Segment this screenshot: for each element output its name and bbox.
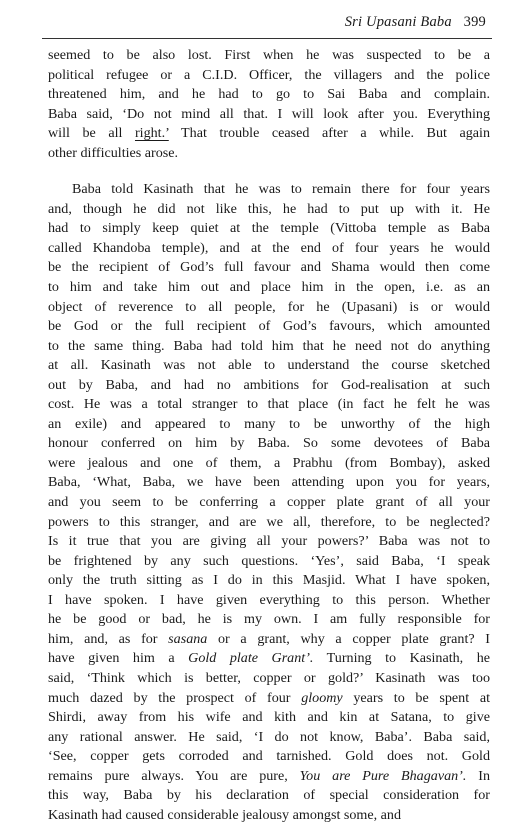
text-line [48, 356, 490, 376]
text-line [48, 66, 490, 86]
paragraph [48, 46, 490, 163]
text-run: to him and take him out and place him in the open, i.e. as an [48, 279, 490, 296]
text-run: threatened him, and he had to go to Sai Baba and complain. [48, 86, 490, 103]
header-rule [42, 38, 492, 39]
text-line [48, 258, 490, 278]
text-run: called Khandoba temple), and at the end of four years he would [48, 239, 490, 256]
text-line [48, 219, 490, 239]
text-line [48, 552, 490, 572]
text-run: honour conferred on him by Baba. So some devotees of Baba [48, 435, 490, 452]
text-line [48, 786, 490, 806]
italic-run: Gold plate Grant’. [188, 650, 314, 667]
text-run: an exile) and appeared to many to be unworthy of the high [48, 415, 490, 432]
text-run: Baba, ‘What, Baba, we have been attending upon you for years, [48, 474, 490, 491]
text-line [48, 278, 490, 298]
text-line [48, 532, 490, 552]
body-text [48, 46, 490, 825]
text-run: I have spoken. I have given everything to this person. Whether [48, 591, 490, 608]
text-run: to the same thing. Baba had told him that he need not do anything [48, 337, 490, 354]
text-run: at all. Kasinath was not able to understand the course sketched [48, 357, 490, 374]
text-line [48, 105, 490, 125]
text-line [48, 395, 490, 415]
text-line [48, 298, 490, 318]
text-line [48, 806, 490, 825]
text-line [48, 124, 490, 144]
text-run: be the recipient of God’s full favour and Shama would then come [48, 259, 490, 276]
text-run: said, ‘Think which is better, copper or gold?’ Kasinath was too [48, 669, 490, 686]
text-run: powers to this stranger, and are we all, therefore, to be neglected? [48, 513, 490, 530]
paragraph [48, 180, 490, 825]
text-line [48, 239, 490, 259]
text-line [48, 85, 490, 105]
text-run: political refugee or a C.I.D. Officer, the villagers and the police [48, 66, 490, 83]
italic-run: gloomy [301, 689, 343, 706]
text-run: other difficulties arose. [48, 144, 179, 161]
text-run: be frightened by any such questions. ‘Yes’, said Baba, ‘I speak [48, 552, 490, 569]
text-run: ‘See, copper gets corroded and tarnished. Gold does not. Gold [48, 748, 490, 765]
italic-run: sasana [168, 630, 208, 647]
text-line [48, 669, 490, 689]
underlined-run: right.’ [134, 125, 169, 142]
text-line [48, 513, 490, 533]
text-run: any rational answer. He said, ‘I do not know, Baba’. Baba said, [48, 728, 490, 745]
text-run: Kasinath had caused considerable jealousy amongst some, and [48, 806, 402, 823]
text-run: object of reverence to all people, for he (Upasani) is or would [48, 298, 490, 315]
text-line [48, 180, 490, 200]
text-line [48, 767, 490, 787]
text-line [48, 630, 490, 650]
text-line [48, 571, 490, 591]
text-line [48, 728, 490, 748]
text-run: Baba said, ‘Do not mind all that. I will look after you. Everything [48, 105, 490, 122]
text-line [48, 317, 490, 337]
text-run: Turning to Kasinath, he [313, 650, 490, 667]
text-run: Is it true that you are giving all your powers?’ Baba was not to [48, 533, 490, 550]
text-line [48, 376, 490, 396]
text-line [48, 337, 490, 357]
text-line [48, 46, 490, 66]
text-line [48, 493, 490, 513]
text-line [48, 591, 490, 611]
text-run: or a grant, why a copper plate grant? I [207, 630, 490, 647]
text-run: have given him a [48, 650, 189, 667]
text-run: Shirdi, away from his wife and kith and kin at Satana, to give [48, 709, 490, 726]
text-run: In [466, 767, 490, 784]
running-head-title: Sri Upasani Baba [344, 14, 452, 30]
text-line [48, 473, 490, 493]
text-run: he be good or bad, he is my own. I am fully responsible for [48, 611, 490, 628]
text-run: much dazed by the prospect of four [48, 689, 302, 706]
text-run: That trouble ceased after a while. But again [168, 125, 490, 142]
text-run: seemed to be also lost. First when he was suspected to be a [48, 47, 490, 63]
page-number: 399 [463, 14, 486, 30]
italic-run: You are Pure Bhagavan’. [299, 767, 467, 784]
text-line [48, 415, 490, 435]
text-line [48, 144, 490, 164]
text-line [48, 434, 490, 454]
text-line [48, 454, 490, 474]
text-run: Baba told Kasinath that he was to remain there for four years [72, 181, 490, 198]
text-run: out by Baba, and had no ambitions for God-realisation at such [48, 376, 490, 393]
text-line [48, 649, 490, 669]
text-line [48, 200, 490, 220]
text-run: remains pure always. You are pure, [48, 767, 300, 784]
text-line [48, 689, 490, 709]
text-run: years to be spent at [342, 689, 490, 706]
text-run: and, though he did not like this, he had to put up with it. He [48, 200, 490, 217]
text-run: had to simply keep quiet at the temple (Vittoba temple as Baba [48, 220, 490, 237]
text-run: cost. He was a total stranger to that place (in fact he felt he was [48, 396, 490, 413]
text-run: will be all [48, 125, 135, 142]
text-line [48, 708, 490, 728]
text-run: and you seem to be conferring a copper plate grant of all your [48, 494, 490, 511]
text-line [48, 747, 490, 767]
text-run: this way, Baba by his declaration of special consideration for [48, 787, 490, 804]
running-head [345, 14, 486, 31]
text-run: were jealous and one of them, a Prabhu (from Bombay), asked [48, 454, 490, 471]
text-run: be God or the full recipient of God’s favours, which amounted [48, 318, 490, 335]
text-line [48, 610, 490, 630]
text-run: only the truth sitting as I do in this Masjid. What I have spoken, [48, 572, 490, 589]
text-run: him, and, as for [48, 630, 169, 647]
